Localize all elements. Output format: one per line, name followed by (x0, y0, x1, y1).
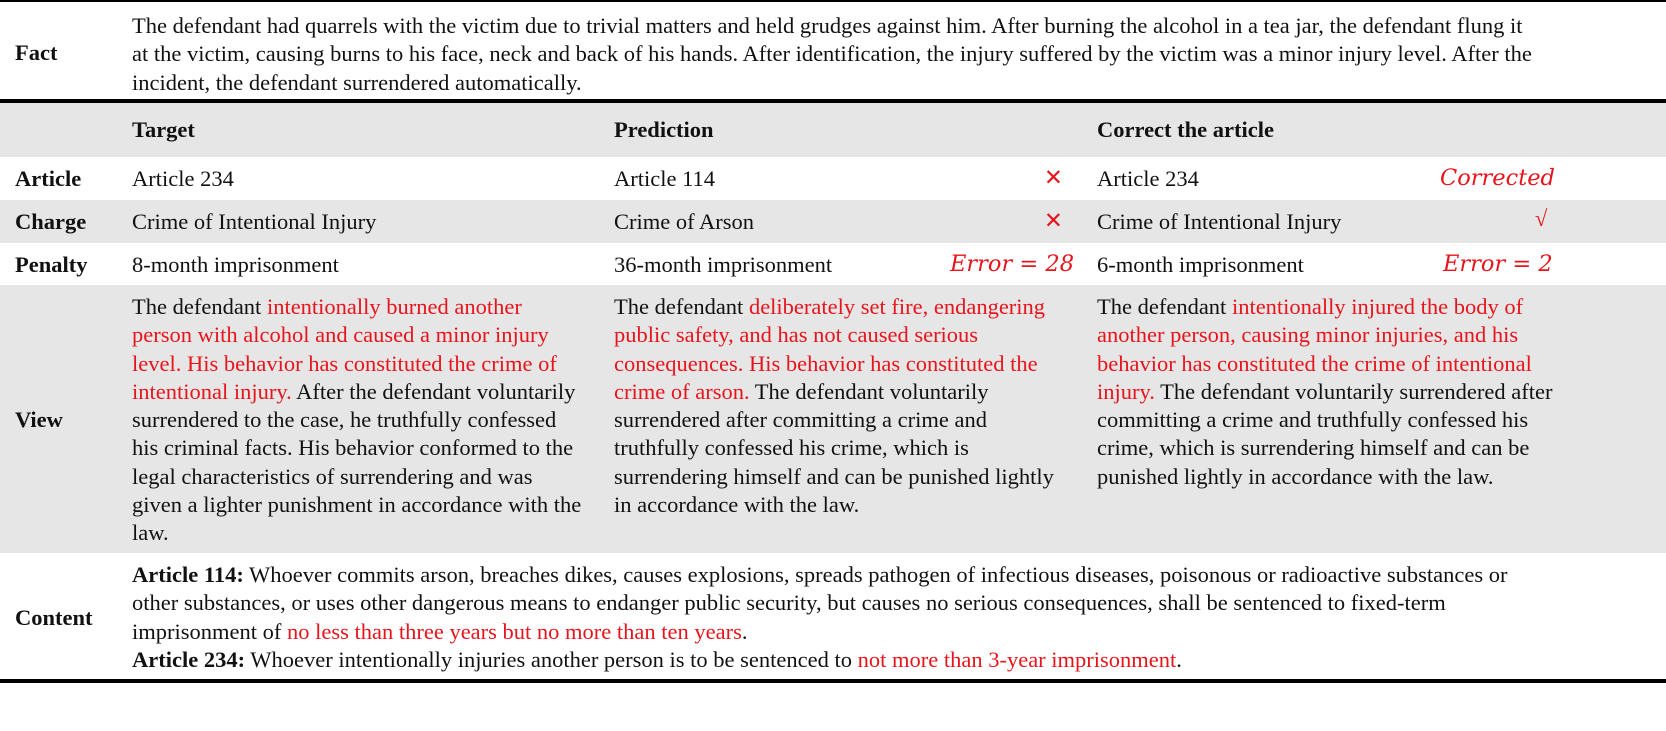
content-article-114 (132, 561, 1552, 646)
view-corrected (1097, 293, 1557, 491)
penalty-corrected-error: Error = 2 (1443, 251, 1553, 277)
view-corrected-prefix: The defendant (1097, 294, 1232, 319)
penalty-label: Penalty (15, 252, 88, 277)
view-target (132, 293, 587, 548)
article-target: Article 234 (132, 166, 234, 191)
content-article-234-highlight: not more than 3-year imprisonment (857, 646, 1177, 672)
charge-prediction: Crime of Arson (614, 209, 754, 234)
view-target-highlight: intentionally burned another person with alcohol and caused a minor injury level. His behavior has constituted the crime of intentional injury. (132, 294, 557, 404)
view-prediction-prefix: The defendant (614, 294, 749, 319)
view-target-suffix: After the defendant voluntarily surrendered to the case, he truthfully confessed his criminal facts. His behavior conformed to the legal characteristics of surrendering and was given a lighter punishment in accordance with the law. (132, 378, 582, 546)
article-corrected-badge: Corrected (1440, 165, 1555, 191)
penalty-prediction: 36-month imprisonment (614, 252, 833, 277)
content-text (132, 561, 1552, 674)
article-row (0, 157, 1666, 200)
charge-row (0, 200, 1666, 243)
view-prediction (614, 293, 1076, 519)
view-prediction-suffix: The defendant voluntarily surrendered after committing a crime and truthfully confessed his crime, which is surrendering himself and can be punished lightly in accordance with the law. (614, 378, 1054, 518)
penalty-prediction-error: Error = 28 (950, 251, 1075, 277)
view-target-prefix: The defendant (132, 294, 267, 319)
content-article-234-end: . (1176, 646, 1182, 672)
penalty-row (0, 243, 1666, 285)
view-label: View (15, 407, 63, 432)
content-article-234-title: Article 234: (132, 646, 246, 672)
content-row (0, 553, 1666, 679)
view-corrected-suffix: The defendant voluntarily surrendered after committing a crime and truthfully confessed his crime, which is surrendering himself and can be punished lightly in accordance with the law. (1097, 378, 1553, 489)
fact-text: The defendant had quarrels with the victim due to trivial matters and held grudges against him. After burning the alcohol in a tea jar, the defendant flung it at the victim, causing burns to his face, neck and back of his hands. After identification, the injury suffered by the victim was a minor injury level. After the incident, the defendant surrendered automatically. (132, 13, 1532, 95)
content-article-114-title: Article 114: (132, 562, 244, 587)
article-prediction-cross-icon: ✕ (1044, 165, 1063, 190)
prediction-column-header: Prediction (614, 117, 714, 142)
content-article-234-body: Whoever intentionally injuries another person is to be sentenced to (245, 646, 858, 672)
corrected-column-header: Correct the article (1097, 117, 1274, 142)
target-column-header: Target (132, 117, 195, 142)
charge-corrected-check-icon: √ (1535, 206, 1548, 231)
view-row (0, 285, 1666, 553)
charge-target: Crime of Intentional Injury (132, 209, 377, 234)
content-label: Content (15, 605, 93, 630)
penalty-corrected: 6-month imprisonment (1097, 252, 1304, 277)
fact-label: Fact (15, 40, 58, 65)
charge-label: Charge (15, 209, 87, 234)
article-label: Article (15, 166, 82, 191)
penalty-target: 8-month imprisonment (132, 252, 339, 277)
content-article-114-end: . (741, 618, 748, 644)
charge-corrected: Crime of Intentional Injury (1097, 209, 1342, 234)
content-article-114-highlight: no less than three years but no more than ten years (286, 618, 742, 644)
view-corrected-highlight: intentionally injured the body of another person, causing minor injuries, and his behavior has constituted the crime of intentional injury. (1097, 294, 1532, 404)
article-prediction: Article 114 (614, 166, 716, 191)
view-prediction-highlight: deliberately set fire, endangering public safety, and has not caused serious consequences. His behavior has constituted the crime of arson. (614, 294, 1046, 404)
bottom-rule (0, 679, 1666, 683)
content-article-114-body: Whoever commits arson, breaches dikes, causes explosions, spreads pathogen of infectious diseases, poisonous or radioactive substances or other substances, or uses other dangerous means to endanger public security, but causes no serious consequences, shall be sentenced to fixed-term imprisonment of (132, 562, 1508, 644)
article-corrected: Article 234 (1097, 166, 1199, 191)
header-row (0, 103, 1666, 157)
charge-prediction-cross-icon: ✕ (1044, 208, 1063, 233)
fact-row (0, 2, 1666, 99)
content-article-234 (132, 646, 1552, 674)
